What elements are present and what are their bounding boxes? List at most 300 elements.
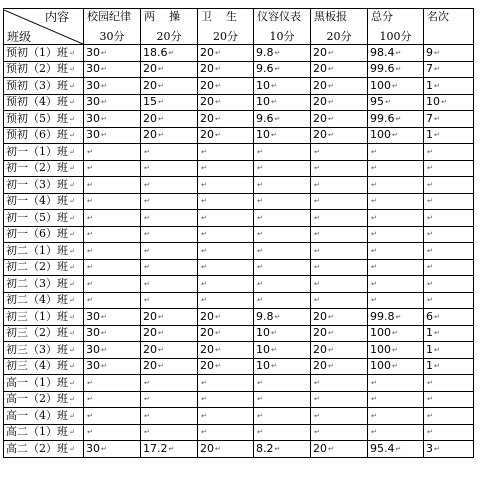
score-value: 9.6 [256, 62, 274, 76]
score-cell [254, 193, 311, 210]
class-name-cell [4, 325, 84, 342]
class-name: 预初（3）班 [6, 78, 68, 92]
score-cell [254, 127, 311, 144]
paragraph-mark: ↵ [328, 81, 334, 90]
score-value: 98.4 [370, 45, 395, 59]
paragraph-mark: ↵ [101, 362, 107, 371]
score-cell [141, 111, 198, 128]
score-value: 9.8 [256, 309, 274, 323]
paragraph-mark: ↵ [144, 197, 150, 206]
score-value: 20 [200, 78, 214, 92]
paragraph-mark: ↵ [69, 279, 75, 288]
table-row [4, 276, 474, 293]
paragraph-mark: ↵ [314, 197, 320, 206]
score-cell [141, 276, 198, 293]
paragraph-mark: ↵ [371, 213, 377, 222]
score-cell [84, 375, 141, 392]
paragraph-mark: ↵ [69, 197, 75, 206]
paragraph-mark: ↵ [395, 444, 402, 453]
paragraph-mark: ↵ [427, 296, 433, 305]
paragraph-mark: ↵ [158, 98, 164, 107]
class-name-cell [4, 391, 84, 408]
score-value: 17.2 [143, 441, 168, 455]
paragraph-mark: ↵ [392, 131, 398, 140]
paragraph-mark: ↵ [392, 329, 398, 338]
paragraph-mark: ↵ [158, 362, 164, 371]
score-value: 20 [143, 62, 157, 76]
paragraph-mark: ↵ [144, 279, 150, 288]
paragraph-mark: ↵ [144, 263, 150, 272]
score-cell [84, 226, 141, 243]
score-cell [84, 276, 141, 293]
score-cell [368, 342, 424, 359]
score-cell [254, 276, 311, 293]
paragraph-mark: ↵ [87, 411, 93, 420]
paragraph-mark: ↵ [328, 329, 334, 338]
paragraph-mark: ↵ [274, 312, 281, 321]
table-row [4, 342, 474, 359]
score-cell [84, 342, 141, 359]
score-cell [84, 127, 141, 144]
score-value: 100 [370, 128, 391, 142]
paragraph-mark: ↵ [144, 180, 150, 189]
score-cell [198, 94, 254, 111]
score-value: 20 [200, 441, 214, 455]
paragraph-mark: ↵ [328, 98, 334, 107]
column-score: 30分 [99, 29, 125, 43]
score-cell [311, 292, 368, 309]
paragraph-mark: ↵ [69, 345, 75, 354]
table-row [4, 408, 474, 425]
score-cell [141, 226, 198, 243]
paragraph-mark: ↵ [371, 378, 377, 387]
score-cell [368, 61, 424, 78]
score-cell [141, 78, 198, 95]
score-value: 20 [143, 78, 157, 92]
paragraph-mark: ↵ [144, 395, 150, 404]
paragraph-mark: ↵ [201, 395, 207, 404]
score-value: 20 [313, 45, 327, 59]
score-cell [141, 94, 198, 111]
score-cell [254, 391, 311, 408]
score-value: 20 [313, 128, 327, 142]
paragraph-mark: ↵ [434, 114, 440, 123]
score-value: 30 [86, 441, 100, 455]
class-name-cell [4, 210, 84, 227]
score-value: 99.8 [370, 309, 395, 323]
paragraph-mark: ↵ [385, 98, 391, 107]
score-cell [311, 342, 368, 359]
score-cell [254, 259, 311, 276]
table-row [4, 210, 474, 227]
score-cell [198, 276, 254, 293]
paragraph-mark: ↵ [434, 81, 440, 90]
score-value: 10 [256, 342, 270, 356]
paragraph-mark: ↵ [201, 246, 207, 255]
score-value: 10 [426, 95, 440, 109]
class-name: 初一（4）班 [6, 194, 68, 208]
paragraph-mark: ↵ [168, 48, 175, 57]
paragraph-mark: ↵ [87, 428, 93, 437]
paragraph-mark: ↵ [201, 296, 207, 305]
score-value: 7 [426, 62, 433, 76]
score-cell [141, 243, 198, 260]
score-value: 10 [256, 128, 270, 142]
paragraph-mark: ↵ [371, 395, 377, 404]
score-cell [254, 441, 311, 458]
paragraph-mark: ↵ [271, 81, 277, 90]
score-cell [254, 226, 311, 243]
paragraph-mark: ↵ [69, 114, 75, 123]
score-cell [311, 177, 368, 194]
paragraph-mark: ↵ [158, 114, 164, 123]
score-cell [424, 292, 474, 309]
paragraph-mark: ↵ [101, 65, 107, 74]
paragraph-mark: ↵ [257, 378, 263, 387]
paragraph-mark: ↵ [271, 329, 277, 338]
score-cell [424, 144, 474, 161]
paragraph-mark: ↵ [395, 312, 402, 321]
class-name: 高二（2）班 [6, 441, 68, 455]
score-cell [198, 342, 254, 359]
paragraph-mark: ↵ [314, 378, 320, 387]
score-cell [84, 391, 141, 408]
score-value: 20 [200, 326, 214, 340]
column-score: 100分 [379, 29, 412, 43]
paragraph-mark: ↵ [427, 164, 433, 173]
paragraph-mark: ↵ [427, 180, 433, 189]
paragraph-mark: ↵ [101, 98, 107, 107]
score-value: 20 [200, 342, 214, 356]
paragraph-mark: ↵ [257, 164, 263, 173]
score-cell [311, 160, 368, 177]
paragraph-mark: ↵ [168, 444, 175, 453]
table-row [4, 94, 474, 111]
paragraph-mark: ↵ [87, 296, 93, 305]
score-cell [141, 292, 198, 309]
score-cell [254, 342, 311, 359]
paragraph-mark: ↵ [87, 263, 93, 272]
paragraph-mark: ↵ [87, 197, 93, 206]
paragraph-mark: ↵ [144, 378, 150, 387]
score-value: 99.6 [370, 62, 395, 76]
score-cell [311, 45, 368, 62]
paragraph-mark: ↵ [371, 279, 377, 288]
score-cell [311, 276, 368, 293]
paragraph-mark: ↵ [87, 395, 93, 404]
score-cell [368, 111, 424, 128]
paragraph-mark: ↵ [215, 81, 221, 90]
score-value: 20 [200, 62, 214, 76]
paragraph-mark: ↵ [87, 180, 93, 189]
paragraph-mark: ↵ [201, 263, 207, 272]
score-cell [84, 61, 141, 78]
class-name-cell [4, 408, 84, 425]
class-name-cell [4, 144, 84, 161]
score-value: 1 [426, 342, 433, 356]
score-cell [311, 325, 368, 342]
score-cell [84, 78, 141, 95]
score-value: 30 [86, 95, 100, 109]
paragraph-mark: ↵ [274, 48, 281, 57]
score-value: 1 [426, 78, 433, 92]
class-name-cell [4, 441, 84, 458]
score-cell [84, 94, 141, 111]
paragraph-mark: ↵ [257, 147, 263, 156]
paragraph-mark: ↵ [371, 180, 377, 189]
score-cell [198, 358, 254, 375]
paragraph-mark: ↵ [257, 279, 263, 288]
class-name: 预初（5）班 [6, 111, 68, 125]
class-name-cell [4, 45, 84, 62]
class-name-cell [4, 78, 84, 95]
paragraph-mark: ↵ [215, 98, 221, 107]
score-cell [84, 193, 141, 210]
paragraph-mark: ↵ [201, 428, 207, 437]
score-cell [368, 210, 424, 227]
score-cell [198, 144, 254, 161]
score-cell [198, 441, 254, 458]
paragraph-mark: ↵ [158, 345, 164, 354]
paragraph-mark: ↵ [201, 378, 207, 387]
score-cell [368, 325, 424, 342]
class-name-cell [4, 259, 84, 276]
paragraph-mark: ↵ [69, 263, 75, 272]
paragraph-mark: ↵ [328, 131, 334, 140]
score-cell [368, 309, 424, 326]
class-name: 初三（4）班 [6, 359, 68, 373]
score-value: 20 [313, 78, 327, 92]
paragraph-mark: ↵ [371, 263, 377, 272]
column-name: 名次 [427, 9, 449, 23]
paragraph-mark: ↵ [69, 164, 75, 173]
paragraph-mark: ↵ [215, 345, 221, 354]
score-cell [141, 408, 198, 425]
score-cell [311, 358, 368, 375]
score-cell [424, 259, 474, 276]
corner-cell [4, 9, 84, 45]
paragraph-mark: ↵ [257, 213, 263, 222]
score-cell [198, 210, 254, 227]
score-cell [84, 160, 141, 177]
score-cell [311, 78, 368, 95]
column-name: 黑板报 [314, 9, 347, 23]
column-header [198, 9, 254, 45]
score-cell [198, 111, 254, 128]
score-cell [198, 193, 254, 210]
paragraph-mark: ↵ [257, 246, 263, 255]
score-cell [84, 424, 141, 441]
score-cell [368, 391, 424, 408]
paragraph-mark: ↵ [101, 81, 107, 90]
paragraph-mark: ↵ [314, 279, 320, 288]
score-cell [311, 111, 368, 128]
column-header [368, 9, 424, 45]
paragraph-mark: ↵ [87, 147, 93, 156]
score-cell [84, 292, 141, 309]
class-name-cell [4, 193, 84, 210]
score-value: 20 [313, 309, 327, 323]
class-name-cell [4, 127, 84, 144]
class-name: 初二（4）班 [6, 293, 68, 307]
score-cell [311, 226, 368, 243]
paragraph-mark: ↵ [328, 345, 334, 354]
score-cell [311, 210, 368, 227]
paragraph-mark: ↵ [69, 147, 75, 156]
paragraph-mark: ↵ [328, 114, 334, 123]
score-cell [198, 177, 254, 194]
class-name: 预初（2）班 [6, 62, 68, 76]
score-cell [368, 193, 424, 210]
paragraph-mark: ↵ [314, 296, 320, 305]
score-value: 20 [313, 326, 327, 340]
score-value: 20 [200, 111, 214, 125]
paragraph-mark: ↵ [69, 312, 75, 321]
score-value: 95 [370, 95, 384, 109]
score-cell [141, 358, 198, 375]
paragraph-mark: ↵ [314, 213, 320, 222]
table-row [4, 226, 474, 243]
score-cell [141, 210, 198, 227]
table-row [4, 391, 474, 408]
paragraph-mark: ↵ [371, 147, 377, 156]
column-score: 10分 [269, 29, 295, 43]
score-cell [424, 177, 474, 194]
paragraph-mark: ↵ [434, 345, 440, 354]
paragraph-mark: ↵ [271, 131, 277, 140]
paragraph-mark: ↵ [434, 444, 440, 453]
score-cell [368, 424, 424, 441]
class-name-cell [4, 111, 84, 128]
score-cell [141, 177, 198, 194]
score-cell [254, 325, 311, 342]
table-row [4, 259, 474, 276]
paragraph-mark: ↵ [434, 312, 440, 321]
score-value: 30 [86, 342, 100, 356]
score-value: 10 [256, 95, 270, 109]
score-cell [368, 358, 424, 375]
paragraph-mark: ↵ [69, 362, 75, 371]
table-row [4, 177, 474, 194]
paragraph-mark: ↵ [371, 197, 377, 206]
score-cell [254, 94, 311, 111]
score-cell [368, 160, 424, 177]
table-row [4, 61, 474, 78]
score-value: 20 [200, 45, 214, 59]
score-value: 10 [256, 78, 270, 92]
table-row [4, 358, 474, 375]
cut-off-heading [0, 0, 480, 8]
column-name: 卫 生 [201, 9, 237, 23]
score-cell [84, 177, 141, 194]
score-cell [424, 160, 474, 177]
paragraph-mark: ↵ [314, 230, 320, 239]
score-value: 10 [256, 359, 270, 373]
paragraph-mark: ↵ [257, 411, 263, 420]
score-cell [141, 375, 198, 392]
score-value: 30 [86, 45, 100, 59]
score-cell [254, 243, 311, 260]
column-score: 20分 [213, 29, 238, 43]
paragraph-mark: ↵ [371, 246, 377, 255]
score-value: 30 [86, 111, 100, 125]
class-name: 初三（1）班 [6, 309, 68, 323]
paragraph-mark: ↵ [328, 312, 334, 321]
column-name: 校园纪律 [87, 9, 131, 23]
class-name: 高一（4）班 [6, 408, 68, 422]
score-value: 9 [426, 45, 433, 59]
paragraph-mark: ↵ [87, 279, 93, 288]
table-row [4, 441, 474, 458]
table-row [4, 160, 474, 177]
paragraph-mark: ↵ [158, 65, 164, 74]
class-name-cell [4, 160, 84, 177]
paragraph-mark: ↵ [201, 411, 207, 420]
score-value: 30 [86, 326, 100, 340]
score-cell [198, 226, 254, 243]
paragraph-mark: ↵ [371, 296, 377, 305]
paragraph-mark: ↵ [215, 48, 221, 57]
score-cell [141, 193, 198, 210]
corner-bottom-label: 班级 [7, 29, 32, 44]
score-cell [84, 111, 141, 128]
score-cell [84, 243, 141, 260]
paragraph-mark: ↵ [427, 197, 433, 206]
score-value: 20 [200, 309, 214, 323]
score-cell [141, 127, 198, 144]
score-cell [198, 78, 254, 95]
score-cell [311, 408, 368, 425]
paragraph-mark: ↵ [158, 329, 164, 338]
score-cell [368, 45, 424, 62]
paragraph-mark: ↵ [201, 180, 207, 189]
score-value: 30 [86, 128, 100, 142]
score-cell [198, 259, 254, 276]
score-value: 20 [313, 342, 327, 356]
score-value: 30 [86, 359, 100, 373]
score-cell [198, 45, 254, 62]
paragraph-mark: ↵ [371, 230, 377, 239]
paragraph-mark: ↵ [215, 312, 221, 321]
score-value: 9.6 [256, 111, 274, 125]
paragraph-mark: ↵ [434, 131, 440, 140]
paragraph-mark: ↵ [271, 98, 277, 107]
column-score: 20分 [156, 29, 182, 43]
paragraph-mark: ↵ [274, 444, 281, 453]
score-cell [254, 61, 311, 78]
table-row [4, 127, 474, 144]
score-value: 95.4 [370, 441, 395, 455]
paragraph-mark: ↵ [144, 411, 150, 420]
class-name: 高一（2）班 [6, 392, 68, 406]
score-cell [311, 441, 368, 458]
table-row [4, 375, 474, 392]
class-name-cell [4, 94, 84, 111]
paragraph-mark: ↵ [215, 65, 221, 74]
paragraph-mark: ↵ [69, 411, 75, 420]
score-cell [424, 358, 474, 375]
score-value: 8.2 [256, 441, 274, 455]
class-name: 初二（3）班 [6, 276, 68, 290]
paragraph-mark: ↵ [144, 428, 150, 437]
paragraph-mark: ↵ [101, 114, 107, 123]
score-cell [424, 325, 474, 342]
score-cell [368, 408, 424, 425]
paragraph-mark: ↵ [434, 48, 440, 57]
score-value: 20 [200, 95, 214, 109]
score-cell [84, 441, 141, 458]
class-name: 初三（2）班 [6, 326, 68, 340]
